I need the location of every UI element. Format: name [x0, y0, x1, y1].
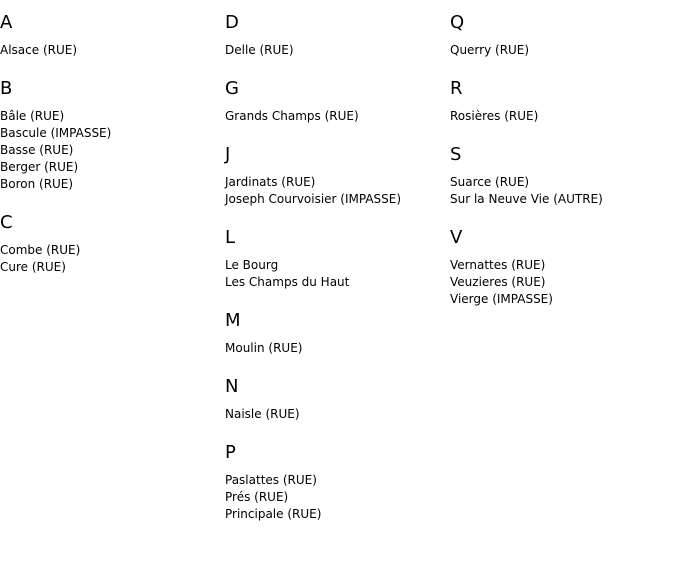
- street-list: [225, 406, 450, 423]
- street-item: [225, 472, 450, 489]
- street-link[interactable]: Joseph Courvoisier (IMPASSE): [225, 192, 402, 206]
- letter-heading: S: [450, 144, 462, 165]
- street-link[interactable]: Principale (RUE): [225, 507, 322, 521]
- street-link[interactable]: Berger (RUE): [0, 160, 79, 174]
- street-item: [0, 176, 225, 193]
- street-link[interactable]: Jardinats (RUE): [225, 175, 316, 189]
- letter-heading: A: [0, 12, 13, 33]
- street-item: [0, 142, 225, 159]
- street-item: [225, 406, 450, 423]
- street-item: [225, 257, 450, 274]
- letter-heading: V: [450, 227, 463, 248]
- street-link[interactable]: Boron (RUE): [0, 177, 74, 191]
- street-item: [450, 174, 675, 191]
- street-list: [450, 42, 675, 59]
- street-link[interactable]: Alsace (RUE): [0, 43, 78, 57]
- street-item: [0, 108, 225, 125]
- street-link[interactable]: Naisle (RUE): [225, 407, 300, 421]
- street-item: [0, 242, 225, 259]
- street-link[interactable]: Basse (RUE): [0, 143, 74, 157]
- street-item: [225, 274, 450, 291]
- street-list: [225, 42, 450, 59]
- street-link[interactable]: Prés (RUE): [225, 490, 289, 504]
- street-link[interactable]: Querry (RUE): [450, 43, 530, 57]
- street-list: [0, 42, 225, 59]
- letter-heading: M: [225, 310, 241, 331]
- street-link[interactable]: Rosières (RUE): [450, 109, 539, 123]
- letter-group-m: [225, 310, 450, 357]
- street-index-column-2: [225, 12, 450, 542]
- letter-group-q: [450, 12, 675, 59]
- street-link[interactable]: Suarce (RUE): [450, 175, 530, 189]
- street-link[interactable]: Combe (RUE): [0, 243, 81, 257]
- street-link[interactable]: Cure (RUE): [0, 260, 66, 274]
- street-item: [225, 489, 450, 506]
- letter-group-s: [450, 144, 675, 208]
- street-link[interactable]: Veuzieres (RUE): [450, 275, 546, 289]
- street-link[interactable]: Vernattes (RUE): [450, 258, 546, 272]
- street-link[interactable]: Le Bourg: [225, 258, 279, 272]
- letter-heading: J: [225, 144, 231, 165]
- street-item: [0, 159, 225, 176]
- street-item: [0, 259, 225, 276]
- street-list: [225, 108, 450, 125]
- letter-group-j: [225, 144, 450, 208]
- street-index-column-1: [0, 12, 225, 295]
- street-item: [225, 108, 450, 125]
- street-list: [225, 472, 450, 523]
- letter-group-c: [0, 212, 225, 276]
- street-link[interactable]: Moulin (RUE): [225, 341, 303, 355]
- letter-group-v: [450, 227, 675, 308]
- street-item: [450, 291, 675, 308]
- street-item: [225, 340, 450, 357]
- street-index-column-3: [450, 12, 675, 327]
- street-item: [450, 42, 675, 59]
- street-item: [225, 174, 450, 191]
- street-list: [225, 257, 450, 291]
- letter-heading: P: [225, 442, 236, 463]
- letter-heading: L: [225, 227, 236, 248]
- street-list: [225, 174, 450, 208]
- street-item: [0, 42, 225, 59]
- letter-heading: C: [0, 212, 13, 233]
- street-link[interactable]: Les Champs du Haut: [225, 275, 350, 289]
- street-list: [225, 340, 450, 357]
- street-link[interactable]: Sur la Neuve Vie (AUTRE): [450, 192, 603, 206]
- letter-heading: D: [225, 12, 239, 33]
- street-list: [450, 174, 675, 208]
- street-item: [450, 257, 675, 274]
- street-link[interactable]: Delle (RUE): [225, 43, 294, 57]
- street-item: [225, 506, 450, 523]
- letter-group-r: [450, 78, 675, 125]
- letter-group-b: [0, 78, 225, 193]
- street-link[interactable]: Bascule (IMPASSE): [0, 126, 112, 140]
- letter-heading: G: [225, 78, 239, 99]
- street-item: [450, 191, 675, 208]
- street-item: [225, 191, 450, 208]
- letter-heading: R: [450, 78, 463, 99]
- street-link[interactable]: Grands Champs (RUE): [225, 109, 359, 123]
- street-item: [450, 108, 675, 125]
- letter-group-p: [225, 442, 450, 523]
- letter-group-g: [225, 78, 450, 125]
- letter-group-l: [225, 227, 450, 291]
- letter-heading: N: [225, 376, 239, 397]
- street-link[interactable]: Vierge (IMPASSE): [450, 292, 553, 306]
- letter-heading: B: [0, 78, 13, 99]
- letter-heading: Q: [450, 12, 465, 33]
- letter-group-a: [0, 12, 225, 59]
- street-list: [450, 108, 675, 125]
- street-item: [225, 42, 450, 59]
- street-item: [0, 125, 225, 142]
- street-item: [450, 274, 675, 291]
- street-link[interactable]: Paslattes (RUE): [225, 473, 317, 487]
- letter-group-d: [225, 12, 450, 59]
- letter-group-n: [225, 376, 450, 423]
- street-list: [0, 242, 225, 276]
- street-list: [0, 108, 225, 193]
- street-list: [450, 257, 675, 308]
- street-link[interactable]: Bâle (RUE): [0, 109, 65, 123]
